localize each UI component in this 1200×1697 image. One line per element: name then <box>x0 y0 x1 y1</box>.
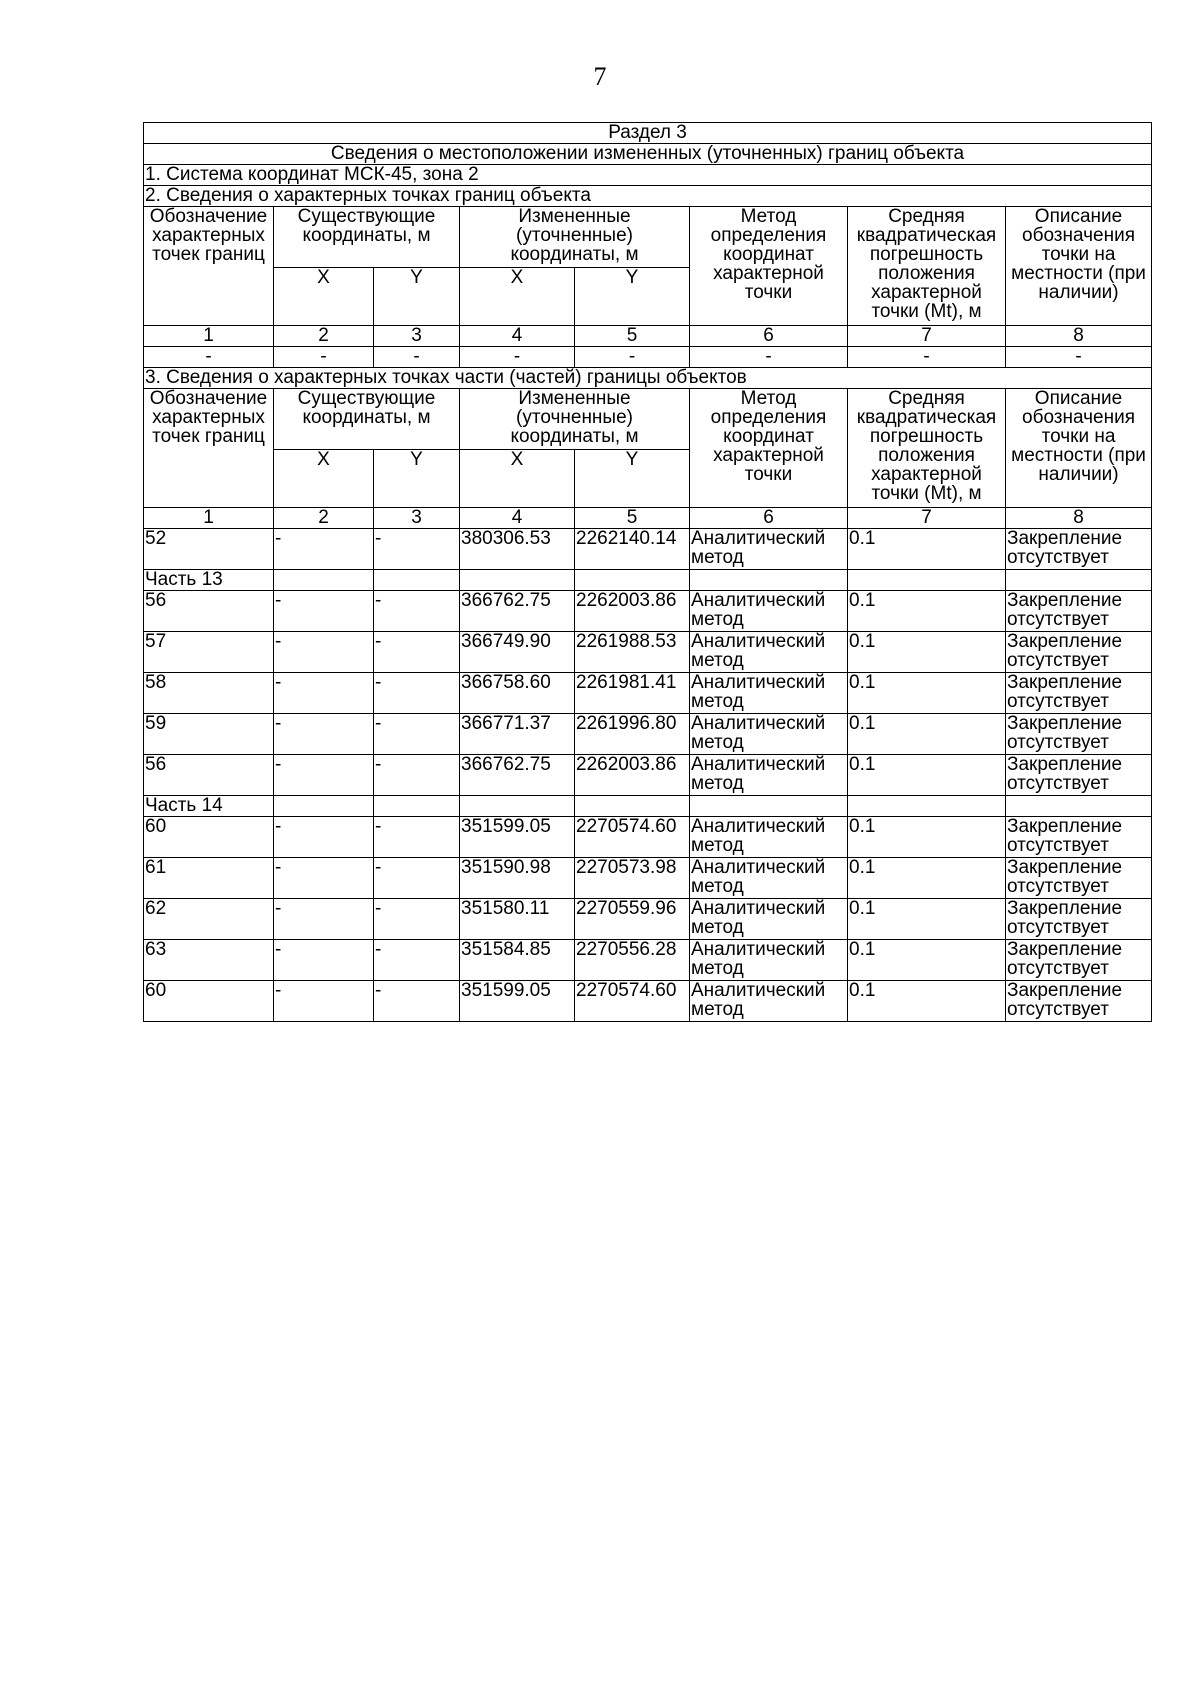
point-id-cell: 56 <box>144 591 274 632</box>
empty-cell: - <box>1006 347 1152 368</box>
empty-cell: - <box>274 347 374 368</box>
changed-x-cell: 351584.85 <box>460 940 575 981</box>
empty-cell: - <box>144 347 274 368</box>
part-label-row <box>144 796 1152 817</box>
existing-x-cell: - <box>274 632 374 673</box>
empty-cell <box>1006 796 1152 817</box>
method-cell: Аналитический метод <box>690 755 848 796</box>
block2-empty-row <box>144 347 1152 368</box>
header-changed-x: X <box>460 450 575 508</box>
column-number: 1 <box>144 508 274 529</box>
changed-y-cell: 2262003.86 <box>575 755 690 796</box>
description-cell: Закрепление отсутствует <box>1006 899 1152 940</box>
existing-x-cell: - <box>274 817 374 858</box>
header-existing-y: Y <box>374 268 460 326</box>
column-number: 7 <box>848 508 1006 529</box>
point-id-cell: 60 <box>144 817 274 858</box>
mean-error-cell: 0.1 <box>848 591 1006 632</box>
header-existing-coords: Существующие координаты, м <box>274 207 460 268</box>
mean-error-cell: 0.1 <box>848 755 1006 796</box>
description-cell: Закрепление отсутствует <box>1006 817 1152 858</box>
method-cell: Аналитический метод <box>690 981 848 1022</box>
changed-y-cell: 2270574.60 <box>575 817 690 858</box>
header-mean-error: Средняя квадратическая погрешность положения характерной точки (Mt), м <box>848 207 1006 326</box>
column-number: 5 <box>575 508 690 529</box>
changed-x-cell: 351599.05 <box>460 817 575 858</box>
mean-error-cell: 0.1 <box>848 529 1006 570</box>
table-row <box>144 817 1152 858</box>
existing-x-cell: - <box>274 529 374 570</box>
block2-title: 2. Сведения о характерных точках границ объекта <box>144 186 1152 207</box>
header-method: Метод определения координат характерной точки <box>690 207 848 326</box>
point-id-cell: 57 <box>144 632 274 673</box>
method-cell: Аналитический метод <box>690 714 848 755</box>
header-changed-coords: Измененные (уточненные) координаты, м <box>460 389 690 450</box>
changed-x-cell: 366749.90 <box>460 632 575 673</box>
header-existing-x: X <box>274 268 374 326</box>
method-cell: Аналитический метод <box>690 940 848 981</box>
description-cell: Закрепление отсутствует <box>1006 940 1152 981</box>
method-cell: Аналитический метод <box>690 673 848 714</box>
empty-cell <box>690 796 848 817</box>
existing-y-cell: - <box>374 632 460 673</box>
table-row <box>144 858 1152 899</box>
existing-x-cell: - <box>274 858 374 899</box>
part-label-row <box>144 570 1152 591</box>
mean-error-cell: 0.1 <box>848 899 1006 940</box>
column-number: 7 <box>848 326 1006 347</box>
existing-y-cell: - <box>374 940 460 981</box>
empty-cell <box>374 796 460 817</box>
block2-column-numbers-row <box>144 326 1152 347</box>
table-row <box>144 591 1152 632</box>
column-number: 8 <box>1006 326 1152 347</box>
mean-error-cell: 0.1 <box>848 817 1006 858</box>
header-changed-coords: Измененные (уточненные) координаты, м <box>460 207 690 268</box>
mean-error-cell: 0.1 <box>848 673 1006 714</box>
changed-y-cell: 2262140.14 <box>575 529 690 570</box>
header-description: Описание обозначения точки на местности (при наличии) <box>1006 207 1152 326</box>
page-number: 7 <box>593 62 607 91</box>
existing-y-cell: - <box>374 591 460 632</box>
description-cell: Закрепление отсутствует <box>1006 714 1152 755</box>
description-cell: Закрепление отсутствует <box>1006 755 1152 796</box>
empty-cell: - <box>575 347 690 368</box>
changed-y-cell: 2262003.86 <box>575 591 690 632</box>
column-number: 4 <box>460 508 575 529</box>
existing-x-cell: - <box>274 591 374 632</box>
header-changed-y: Y <box>575 268 690 326</box>
table-row <box>144 673 1152 714</box>
existing-x-cell: - <box>274 899 374 940</box>
boundary-points-table <box>143 122 1152 1022</box>
existing-y-cell: - <box>374 858 460 899</box>
empty-cell: - <box>374 347 460 368</box>
column-number: 4 <box>460 326 575 347</box>
header-method: Метод определения координат характерной точки <box>690 389 848 508</box>
changed-y-cell: 2270559.96 <box>575 899 690 940</box>
existing-y-cell: - <box>374 817 460 858</box>
point-id-cell: 62 <box>144 899 274 940</box>
section-subtitle: Сведения о местоположении измененных (уточненных) границ объекта <box>144 144 1152 165</box>
mean-error-cell: 0.1 <box>848 981 1006 1022</box>
point-id-cell: 63 <box>144 940 274 981</box>
description-cell: Закрепление отсутствует <box>1006 673 1152 714</box>
column-number: 2 <box>274 326 374 347</box>
header-mean-error: Средняя квадратическая погрешность положения характерной точки (Mt), м <box>848 389 1006 508</box>
changed-x-cell: 366762.75 <box>460 591 575 632</box>
changed-y-cell: 2270556.28 <box>575 940 690 981</box>
existing-x-cell: - <box>274 673 374 714</box>
empty-cell <box>274 796 374 817</box>
existing-y-cell: - <box>374 529 460 570</box>
mean-error-cell: 0.1 <box>848 940 1006 981</box>
description-cell: Закрепление отсутствует <box>1006 981 1152 1022</box>
block3-title: 3. Сведения о характерных точках части (частей) границы объектов <box>144 368 1152 389</box>
point-id-cell: 52 <box>144 529 274 570</box>
existing-y-cell: - <box>374 755 460 796</box>
changed-y-cell: 2270574.60 <box>575 981 690 1022</box>
section-title: Раздел 3 <box>144 123 1152 144</box>
changed-x-cell: 351580.11 <box>460 899 575 940</box>
header-existing-x: X <box>274 450 374 508</box>
header-existing-coords: Существующие координаты, м <box>274 389 460 450</box>
point-id-cell: 60 <box>144 981 274 1022</box>
empty-cell <box>690 570 848 591</box>
existing-y-cell: - <box>374 714 460 755</box>
part-label: Часть 14 <box>144 796 274 817</box>
description-cell: Закрепление отсутствует <box>1006 858 1152 899</box>
coord-system: 1. Система координат МСК-45, зона 2 <box>144 165 1152 186</box>
point-id-cell: 56 <box>144 755 274 796</box>
method-cell: Аналитический метод <box>690 529 848 570</box>
header-description: Описание обозначения точки на местности (при наличии) <box>1006 389 1152 508</box>
column-number: 1 <box>144 326 274 347</box>
column-number: 3 <box>374 508 460 529</box>
changed-x-cell: 380306.53 <box>460 529 575 570</box>
column-number: 2 <box>274 508 374 529</box>
column-number: 5 <box>575 326 690 347</box>
mean-error-cell: 0.1 <box>848 714 1006 755</box>
point-id-cell: 58 <box>144 673 274 714</box>
block2-header-row <box>144 207 1152 268</box>
table-body <box>144 123 1152 1022</box>
block3-header-row <box>144 389 1152 450</box>
empty-cell <box>575 570 690 591</box>
header-changed-y: Y <box>575 450 690 508</box>
column-number: 6 <box>690 508 848 529</box>
point-id-cell: 61 <box>144 858 274 899</box>
header-existing-y: Y <box>374 450 460 508</box>
table-row <box>144 940 1152 981</box>
table-row <box>144 714 1152 755</box>
description-cell: Закрепление отсутствует <box>1006 632 1152 673</box>
column-number: 8 <box>1006 508 1152 529</box>
empty-cell <box>460 570 575 591</box>
header-point-designation: Обозначение характерных точек границ <box>144 389 274 508</box>
existing-x-cell: - <box>274 714 374 755</box>
empty-cell <box>1006 570 1152 591</box>
changed-y-cell: 2261981.41 <box>575 673 690 714</box>
column-number: 3 <box>374 326 460 347</box>
existing-x-cell: - <box>274 940 374 981</box>
empty-cell: - <box>690 347 848 368</box>
header-point-designation: Обозначение характерных точек границ <box>144 207 274 326</box>
empty-cell <box>460 796 575 817</box>
table-row <box>144 899 1152 940</box>
mean-error-cell: 0.1 <box>848 858 1006 899</box>
changed-y-cell: 2270573.98 <box>575 858 690 899</box>
method-cell: Аналитический метод <box>690 817 848 858</box>
existing-y-cell: - <box>374 673 460 714</box>
changed-y-cell: 2261996.80 <box>575 714 690 755</box>
method-cell: Аналитический метод <box>690 632 848 673</box>
existing-y-cell: - <box>374 899 460 940</box>
empty-cell <box>575 796 690 817</box>
empty-cell <box>374 570 460 591</box>
changed-x-cell: 366762.75 <box>460 755 575 796</box>
existing-x-cell: - <box>274 755 374 796</box>
table-row <box>144 755 1152 796</box>
mean-error-cell: 0.1 <box>848 632 1006 673</box>
empty-cell <box>274 570 374 591</box>
existing-y-cell: - <box>374 981 460 1022</box>
table-row <box>144 981 1152 1022</box>
changed-x-cell: 351590.98 <box>460 858 575 899</box>
empty-cell: - <box>848 347 1006 368</box>
header-changed-x: X <box>460 268 575 326</box>
method-cell: Аналитический метод <box>690 591 848 632</box>
existing-x-cell: - <box>274 981 374 1022</box>
method-cell: Аналитический метод <box>690 899 848 940</box>
description-cell: Закрепление отсутствует <box>1006 591 1152 632</box>
point-id-cell: 59 <box>144 714 274 755</box>
description-cell: Закрепление отсутствует <box>1006 529 1152 570</box>
changed-x-cell: 366771.37 <box>460 714 575 755</box>
changed-x-cell: 366758.60 <box>460 673 575 714</box>
table-row <box>144 632 1152 673</box>
part-label: Часть 13 <box>144 570 274 591</box>
changed-y-cell: 2261988.53 <box>575 632 690 673</box>
method-cell: Аналитический метод <box>690 858 848 899</box>
empty-cell: - <box>460 347 575 368</box>
table-row <box>144 529 1152 570</box>
changed-x-cell: 351599.05 <box>460 981 575 1022</box>
empty-cell <box>848 796 1006 817</box>
column-number: 6 <box>690 326 848 347</box>
block3-column-numbers-row <box>144 508 1152 529</box>
empty-cell <box>848 570 1006 591</box>
